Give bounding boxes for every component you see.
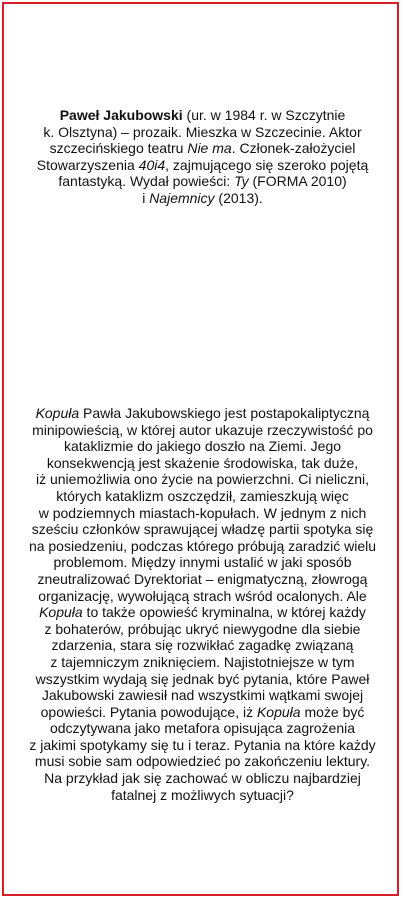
- author-name: Paweł Jakubowski: [59, 107, 183, 123]
- desc-line: [6, 704, 399, 721]
- book-title: Najemnicy: [149, 189, 215, 206]
- desc-line: wszystkim wydają się jednak być pytania, które Paweł: [35, 670, 370, 687]
- bio-line: [6, 107, 399, 124]
- bio-text: . Członek-założyciel: [231, 140, 356, 157]
- desc-text: to także opowieść kryminalna, w której każdy: [82, 604, 366, 621]
- bio-text: , zajmującego się szeroko pojętą: [165, 156, 369, 173]
- desc-line: Jakubowski zawiesił nad wszystkimi wątkami swojej: [41, 687, 364, 704]
- desc-line: iż uniemożliwia ono życie na powierzchni. Ci nieliczni,: [35, 471, 370, 488]
- desc-line: których kataklizm oszczędził, zamieszkują więc: [56, 487, 349, 504]
- desc-line: z tajemniczym zniknięciem. Najistotniejsze w tym: [50, 653, 355, 670]
- bio-text: fantastyką. Wydał powieści:: [58, 173, 235, 190]
- theatre-name: Nie ma: [187, 140, 232, 157]
- desc-text: opowieści. Pytania powodujące, iż: [40, 703, 257, 720]
- desc-line: na posiedzeniu, podczas którego próbują zaradzić wielu: [28, 537, 377, 554]
- bio-line: [6, 140, 399, 157]
- desc-line: fatalnej z możliwych sytuacji?: [111, 786, 294, 803]
- desc-line: [6, 405, 399, 422]
- book-title: Kopuła: [39, 604, 83, 621]
- bio-text: szczecińskiego teatru: [49, 140, 188, 157]
- desc-line: w podziemnych miastach-kopułach. W jednym z nich: [38, 504, 367, 521]
- desc-line: problemom. Między innymi ustalić w jaki sposób: [53, 554, 352, 571]
- book-description: [6, 405, 399, 803]
- desc-line: z jakimi spotykamy się tu i teraz. Pytania na które każdy: [29, 736, 376, 753]
- book-title: Kopuła: [256, 703, 301, 720]
- desc-line: organizację, wywołującą strach wśród ocalonych. Ale: [38, 587, 367, 604]
- book-title: Kopuła: [35, 405, 80, 421]
- desc-line: odczytywana jako metafora opisująca zagrożenia: [49, 720, 356, 737]
- book-title: Ty: [234, 173, 249, 190]
- bio-text: i: [142, 189, 150, 206]
- bio-text: (ur. w 1984 r. w Szczytnie: [182, 107, 346, 123]
- desc-line: minipowieścią, w której autor ukazuje rzeczywistość po: [32, 421, 373, 438]
- association-name: 40i4: [138, 156, 166, 173]
- desc-line: zneutralizować Dyrektoriat – enigmatyczną, złowrogą: [37, 570, 368, 587]
- desc-line: musi sobie sam odpowiedzieć po zakończeniu lektury.: [34, 753, 371, 770]
- bio-line: [6, 173, 399, 190]
- desc-line: Na przykład jak się zachować w obliczu najbardziej: [44, 770, 361, 787]
- desc-line: sześciu członków sprawującej władzę partii spotyka się: [31, 521, 374, 538]
- desc-line: kataklizmie do jakiego doszło na Ziemi. Jego: [63, 438, 342, 455]
- desc-line: z bohaterów, próbując ukryć niewygodne dla siebie: [44, 620, 361, 637]
- desc-text: Pawła Jakubowskiego jest postapokaliptyczną: [79, 405, 370, 421]
- desc-line: zdarzenia, stara się rozwikłać zagadkę związaną: [51, 637, 354, 654]
- desc-line: [6, 604, 399, 621]
- bio-text: (FORMA 2010): [248, 173, 347, 190]
- desc-line: konsekwencją jest skażenie środowiska, tak duże,: [46, 454, 359, 471]
- author-bio: [6, 107, 399, 207]
- desc-text: może być: [300, 703, 365, 720]
- bio-text: Stowarzyszenia: [36, 156, 139, 173]
- bio-line: k. Olsztyna) – prozaik. Mieszka w Szczecinie. Aktor: [43, 123, 362, 140]
- bio-text: (2013).: [214, 189, 263, 206]
- bio-line: [6, 190, 399, 207]
- bio-line: [6, 157, 399, 174]
